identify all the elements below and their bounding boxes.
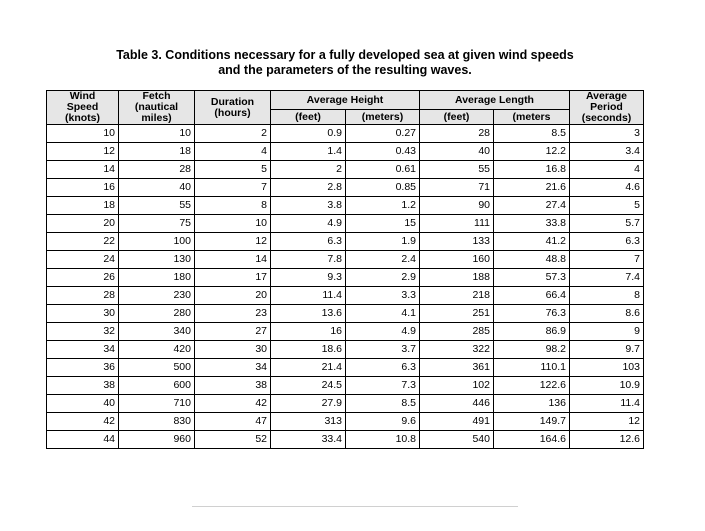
cell-height-meters: 1.9 xyxy=(346,233,420,251)
cell-height-meters: 10.8 xyxy=(346,431,420,449)
cell-length-feet: 28 xyxy=(420,125,494,143)
wave-conditions-table xyxy=(46,90,644,449)
cell-length-meters: 164.6 xyxy=(494,431,570,449)
cell-duration: 47 xyxy=(195,413,271,431)
cell-wind-speed: 16 xyxy=(47,179,119,197)
cell-period: 7.4 xyxy=(570,269,644,287)
cell-wind-speed: 32 xyxy=(47,323,119,341)
cell-duration: 8 xyxy=(195,197,271,215)
cell-length-meters: 66.4 xyxy=(494,287,570,305)
cell-wind-speed: 30 xyxy=(47,305,119,323)
cell-length-meters: 136 xyxy=(494,395,570,413)
cell-period: 12 xyxy=(570,413,644,431)
cell-wind-speed: 26 xyxy=(47,269,119,287)
cell-period: 8 xyxy=(570,287,644,305)
table-caption xyxy=(45,48,645,78)
cell-period: 3 xyxy=(570,125,644,143)
cell-period: 103 xyxy=(570,359,644,377)
header-height-meters: (meters) xyxy=(346,110,420,125)
table-row xyxy=(47,287,644,305)
cell-duration: 2 xyxy=(195,125,271,143)
cell-period: 11.4 xyxy=(570,395,644,413)
cell-fetch: 130 xyxy=(119,251,195,269)
cell-fetch: 18 xyxy=(119,143,195,161)
cell-duration: 34 xyxy=(195,359,271,377)
table-row xyxy=(47,395,644,413)
cell-height-feet: 33.4 xyxy=(271,431,346,449)
cell-height-feet: 13.6 xyxy=(271,305,346,323)
cell-period: 8.6 xyxy=(570,305,644,323)
cell-length-feet: 40 xyxy=(420,143,494,161)
cell-length-meters: 122.6 xyxy=(494,377,570,395)
cell-height-feet: 9.3 xyxy=(271,269,346,287)
cell-height-meters: 3.7 xyxy=(346,341,420,359)
caption-line-1: Table 3. Conditions necessary for a fully developed sea at given wind speeds xyxy=(116,48,574,62)
cell-duration: 17 xyxy=(195,269,271,287)
table-row xyxy=(47,359,644,377)
cell-period: 4.6 xyxy=(570,179,644,197)
cell-wind-speed: 22 xyxy=(47,233,119,251)
cell-height-meters: 2.9 xyxy=(346,269,420,287)
cell-period: 12.6 xyxy=(570,431,644,449)
cell-duration: 52 xyxy=(195,431,271,449)
table-body xyxy=(47,125,644,449)
cell-length-meters: 21.6 xyxy=(494,179,570,197)
header-height-feet: (feet) xyxy=(271,110,346,125)
table-row xyxy=(47,305,644,323)
cell-height-meters: 0.85 xyxy=(346,179,420,197)
cell-length-meters: 41.2 xyxy=(494,233,570,251)
cell-wind-speed: 42 xyxy=(47,413,119,431)
table-row xyxy=(47,377,644,395)
cell-duration: 42 xyxy=(195,395,271,413)
cell-height-feet: 21.4 xyxy=(271,359,346,377)
cell-height-feet: 1.4 xyxy=(271,143,346,161)
cell-length-feet: 285 xyxy=(420,323,494,341)
cell-height-meters: 2.4 xyxy=(346,251,420,269)
header-length-meters: (meters xyxy=(494,110,570,125)
cell-length-meters: 16.8 xyxy=(494,161,570,179)
header-average-length: Average Length xyxy=(420,91,570,110)
cell-length-feet: 102 xyxy=(420,377,494,395)
table-row xyxy=(47,251,644,269)
cell-length-feet: 160 xyxy=(420,251,494,269)
cell-length-feet: 491 xyxy=(420,413,494,431)
cell-fetch: 55 xyxy=(119,197,195,215)
cell-height-meters: 15 xyxy=(346,215,420,233)
cell-height-meters: 3.3 xyxy=(346,287,420,305)
cell-height-meters: 0.27 xyxy=(346,125,420,143)
cell-duration: 27 xyxy=(195,323,271,341)
cell-length-feet: 251 xyxy=(420,305,494,323)
cell-height-feet: 18.6 xyxy=(271,341,346,359)
cell-duration: 23 xyxy=(195,305,271,323)
cell-length-feet: 361 xyxy=(420,359,494,377)
cell-height-feet: 6.3 xyxy=(271,233,346,251)
cell-fetch: 40 xyxy=(119,179,195,197)
cell-period: 5 xyxy=(570,197,644,215)
cell-height-meters: 8.5 xyxy=(346,395,420,413)
cell-height-meters: 7.3 xyxy=(346,377,420,395)
cell-height-feet: 24.5 xyxy=(271,377,346,395)
cell-fetch: 75 xyxy=(119,215,195,233)
cell-height-meters: 9.6 xyxy=(346,413,420,431)
cell-height-meters: 0.43 xyxy=(346,143,420,161)
header-fetch: Fetch (nautical miles) xyxy=(119,91,195,125)
cell-height-meters: 0.61 xyxy=(346,161,420,179)
cell-wind-speed: 12 xyxy=(47,143,119,161)
header-average-height: Average Height xyxy=(271,91,420,110)
cell-duration: 12 xyxy=(195,233,271,251)
cell-duration: 30 xyxy=(195,341,271,359)
cell-length-feet: 71 xyxy=(420,179,494,197)
cell-wind-speed: 28 xyxy=(47,287,119,305)
cell-fetch: 180 xyxy=(119,269,195,287)
cell-height-meters: 6.3 xyxy=(346,359,420,377)
cell-period: 5.7 xyxy=(570,215,644,233)
cell-length-feet: 188 xyxy=(420,269,494,287)
cell-duration: 14 xyxy=(195,251,271,269)
cell-fetch: 100 xyxy=(119,233,195,251)
cell-duration: 5 xyxy=(195,161,271,179)
cell-height-feet: 4.9 xyxy=(271,215,346,233)
cell-wind-speed: 18 xyxy=(47,197,119,215)
cell-height-feet: 0.9 xyxy=(271,125,346,143)
cell-wind-speed: 44 xyxy=(47,431,119,449)
cell-length-feet: 322 xyxy=(420,341,494,359)
cell-fetch: 10 xyxy=(119,125,195,143)
table-row xyxy=(47,125,644,143)
table-row xyxy=(47,323,644,341)
cell-length-meters: 33.8 xyxy=(494,215,570,233)
cell-duration: 38 xyxy=(195,377,271,395)
cell-fetch: 830 xyxy=(119,413,195,431)
cell-height-feet: 11.4 xyxy=(271,287,346,305)
cell-fetch: 710 xyxy=(119,395,195,413)
page-divider xyxy=(192,506,518,507)
cell-height-feet: 16 xyxy=(271,323,346,341)
cell-height-feet: 27.9 xyxy=(271,395,346,413)
cell-fetch: 600 xyxy=(119,377,195,395)
cell-length-meters: 86.9 xyxy=(494,323,570,341)
table-row xyxy=(47,197,644,215)
cell-length-meters: 8.5 xyxy=(494,125,570,143)
cell-length-meters: 110.1 xyxy=(494,359,570,377)
table-row xyxy=(47,269,644,287)
cell-period: 10.9 xyxy=(570,377,644,395)
cell-length-feet: 218 xyxy=(420,287,494,305)
cell-duration: 7 xyxy=(195,179,271,197)
cell-height-feet: 2.8 xyxy=(271,179,346,197)
table-row xyxy=(47,143,644,161)
cell-length-feet: 111 xyxy=(420,215,494,233)
cell-fetch: 500 xyxy=(119,359,195,377)
cell-height-feet: 3.8 xyxy=(271,197,346,215)
cell-length-meters: 57.3 xyxy=(494,269,570,287)
cell-period: 3.4 xyxy=(570,143,644,161)
cell-duration: 20 xyxy=(195,287,271,305)
cell-fetch: 230 xyxy=(119,287,195,305)
cell-height-meters: 4.9 xyxy=(346,323,420,341)
table-row xyxy=(47,341,644,359)
cell-wind-speed: 10 xyxy=(47,125,119,143)
cell-length-feet: 90 xyxy=(420,197,494,215)
cell-wind-speed: 40 xyxy=(47,395,119,413)
cell-fetch: 340 xyxy=(119,323,195,341)
cell-length-feet: 133 xyxy=(420,233,494,251)
cell-length-feet: 446 xyxy=(420,395,494,413)
cell-wind-speed: 34 xyxy=(47,341,119,359)
cell-period: 9.7 xyxy=(570,341,644,359)
cell-period: 7 xyxy=(570,251,644,269)
cell-fetch: 280 xyxy=(119,305,195,323)
header-duration: Duration (hours) xyxy=(195,91,271,125)
header-length-feet: (feet) xyxy=(420,110,494,125)
cell-wind-speed: 36 xyxy=(47,359,119,377)
caption-line-2: and the parameters of the resulting waves. xyxy=(218,63,472,77)
cell-fetch: 960 xyxy=(119,431,195,449)
table-row xyxy=(47,233,644,251)
table-row xyxy=(47,161,644,179)
table-row xyxy=(47,431,644,449)
header-wind-speed: Wind Speed (knots) xyxy=(47,91,119,125)
cell-length-meters: 27.4 xyxy=(494,197,570,215)
table-row xyxy=(47,215,644,233)
cell-fetch: 420 xyxy=(119,341,195,359)
cell-period: 6.3 xyxy=(570,233,644,251)
cell-fetch: 28 xyxy=(119,161,195,179)
cell-wind-speed: 24 xyxy=(47,251,119,269)
header-average-period: Average Period (seconds) xyxy=(570,91,644,125)
cell-height-feet: 2 xyxy=(271,161,346,179)
cell-wind-speed: 20 xyxy=(47,215,119,233)
cell-duration: 4 xyxy=(195,143,271,161)
cell-length-feet: 55 xyxy=(420,161,494,179)
cell-height-feet: 7.8 xyxy=(271,251,346,269)
table-row xyxy=(47,413,644,431)
cell-length-meters: 12.2 xyxy=(494,143,570,161)
cell-period: 9 xyxy=(570,323,644,341)
cell-height-meters: 4.1 xyxy=(346,305,420,323)
cell-height-meters: 1.2 xyxy=(346,197,420,215)
cell-wind-speed: 14 xyxy=(47,161,119,179)
cell-duration: 10 xyxy=(195,215,271,233)
cell-wind-speed: 38 xyxy=(47,377,119,395)
cell-height-feet: 313 xyxy=(271,413,346,431)
cell-length-meters: 76.3 xyxy=(494,305,570,323)
cell-length-meters: 149.7 xyxy=(494,413,570,431)
cell-period: 4 xyxy=(570,161,644,179)
cell-length-feet: 540 xyxy=(420,431,494,449)
cell-length-meters: 48.8 xyxy=(494,251,570,269)
cell-length-meters: 98.2 xyxy=(494,341,570,359)
table-row xyxy=(47,179,644,197)
